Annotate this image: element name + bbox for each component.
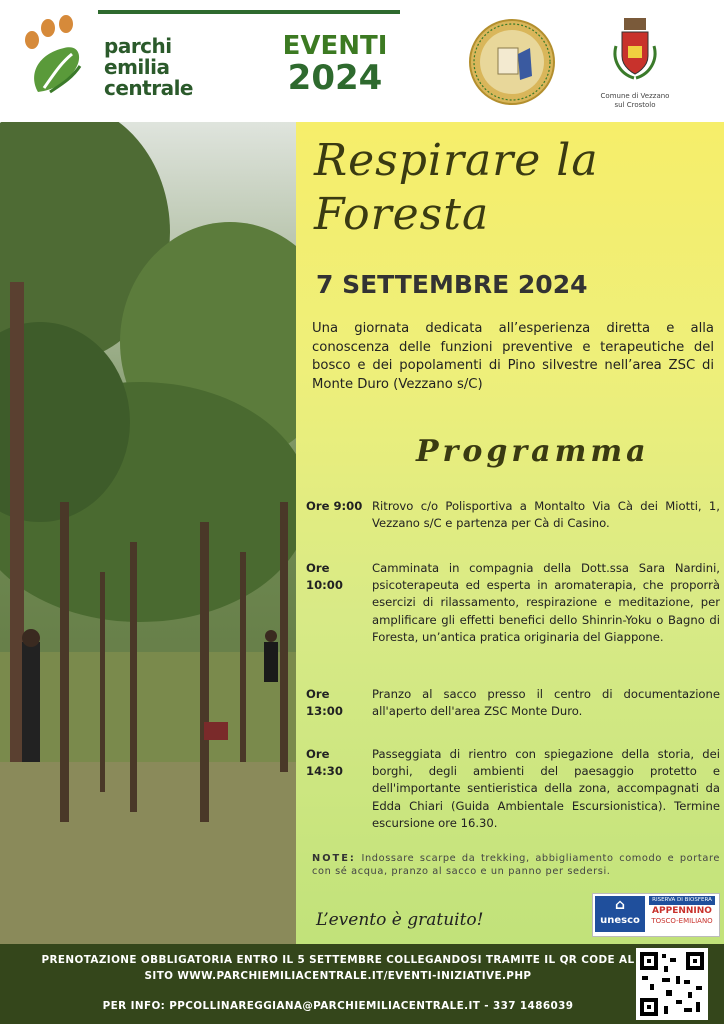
- note-label: NOTE:: [312, 853, 356, 864]
- program-item: [306, 560, 720, 646]
- booking-info: PRENOTAZIONE OBBLIGATORIA ENTRO IL 5 SETTEMBRE COLLEGANDOSI TRAMITE IL QR CODE AL SITO WWW.PARCHIEMILIACENTRALE.IT/EVENTI-INIZIATIVE.PHP: [41, 954, 635, 982]
- program-desc: Camminata in compagnia della Dott.ssa Sara Nardini, psicoterapeuta ed esperta in aromaterapia, che proporrà esercizi di rilassamento, respirazione e meditazione, per amplificare gli effetti benefici dello Shinrin-Yoku o Bagno di Foresta, un’antica pratica originaria del Giappone.: [372, 561, 720, 644]
- program-item: [306, 686, 720, 720]
- program-time: Ore 14:30: [306, 747, 343, 779]
- note-text: Indossare scarpe da trekking, abbigliamento comodo e portare con sé acqua, pranzo al sacco e un panno per sedersi.: [312, 853, 720, 878]
- logo-text: parchi emilia centrale: [104, 34, 193, 100]
- contact-info: PER INFO: PPCOLLINAREGGIANA@PARCHIEMILIACENTRALE.IT - 337 1486039: [102, 1000, 574, 1012]
- event-date: 7 SETTEMBRE 2024: [316, 270, 588, 299]
- footer: [0, 944, 724, 1024]
- free-event-text: L’evento è gratuito!: [316, 910, 484, 930]
- biosfera-badge: RISERVA DI BIOSFERA APPENNINO TOSCO-EMILIANO: [649, 896, 715, 932]
- event-panel: [296, 122, 724, 944]
- program-item: [306, 746, 720, 832]
- program-time: Ore 13:00: [306, 687, 343, 719]
- program-time: Ore 9:00: [306, 499, 363, 513]
- paw-leaf-icon: [20, 14, 90, 104]
- comune-emblem: [596, 16, 674, 110]
- program-item: [306, 498, 720, 532]
- program-desc: Ritrovo c/o Polisportiva a Montalto Via Cà dei Miotti, 1, Vezzano s/C e partenza per Cà di Casino.: [372, 499, 720, 531]
- event-intro: Una giornata dedicata all’esperienza diretta e alla conoscenza delle funzioni preventive e terapeutiche del bosco e dei popolamenti di Pino silvestre nell’area ZSC di Monte Duro (Vezzano s/C): [312, 321, 714, 392]
- partner-badges: [592, 893, 720, 937]
- forest-photo: [0, 122, 296, 944]
- event-title: Respirare la Foresta: [314, 135, 599, 240]
- parchi-emilia-centrale-logo: [20, 14, 210, 104]
- note: [312, 852, 720, 878]
- unesco-temple-icon: ⌂: [614, 897, 626, 913]
- forest-illustration: [0, 122, 296, 944]
- comune-caption: Comune di Vezzano sul Crostolo: [600, 92, 670, 109]
- qr-code-icon[interactable]: [636, 948, 708, 1020]
- programma-heading: Programma: [416, 434, 650, 469]
- program-desc: Passeggiata di rientro con spiegazione della storia, dei borghi, degli ambienti del paesaggio protetto e dell'importante sentieristica della zona, accompagnati da Edda Chiari (Guida Ambientale Escursionistica). Termine escursione ore 16.30.: [372, 747, 720, 830]
- program-desc: Pranzo al sacco presso il centro di documentazione all'aperto dell'area ZSC Monte Duro.: [372, 687, 720, 719]
- eventi-heading: EVENTI 2024: [282, 31, 388, 98]
- program-time: Ore 10:00: [306, 561, 343, 593]
- park-seal-icon: [468, 18, 556, 106]
- coat-of-arms-icon: [610, 16, 660, 86]
- unesco-badge: ⌂ unesco: [595, 896, 645, 932]
- header: [0, 0, 724, 122]
